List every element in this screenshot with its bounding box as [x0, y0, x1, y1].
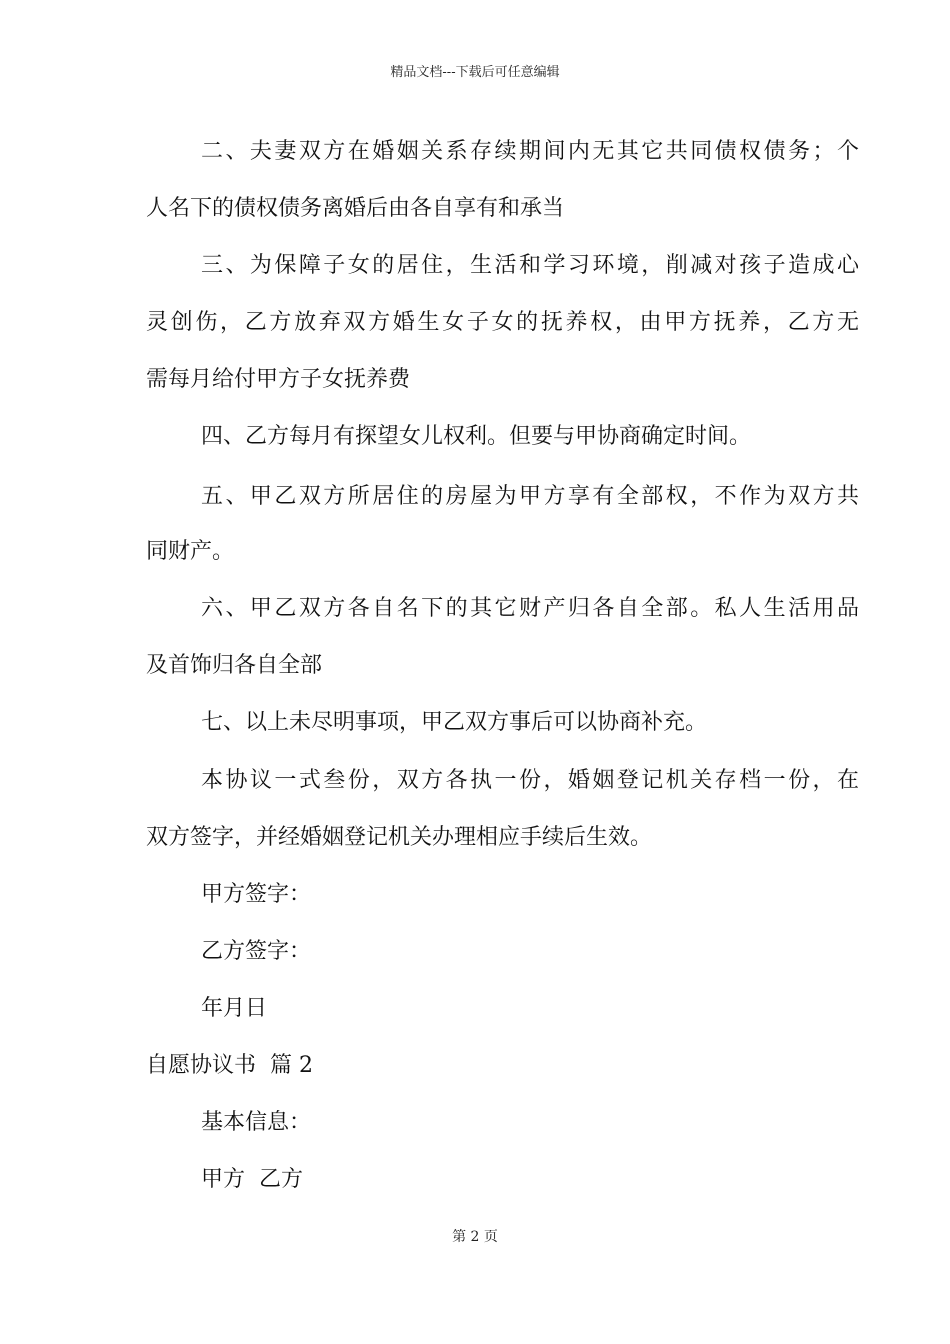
clause-7-line-1: 七、以上未尽明事项，甲乙双方事后可以协商补充。 — [201, 710, 708, 735]
clause-2-line-1: 二、夫妻双方在婚姻关系存续期间内无其它共同债权债务；个 — [201, 139, 859, 164]
clause-6-line-2: 及首饰归各自全部 — [146, 653, 323, 678]
parties-label: 甲方 乙方 — [201, 1167, 303, 1192]
agreement-copies-line-2: 双方签字，并经婚姻登记机关办理相应手续后生效。 — [146, 825, 653, 850]
agreement-copies-line-1: 本协议一式叁份，双方各执一份，婚姻登记机关存档一份，在 — [201, 768, 859, 793]
clause-3-line-2: 灵创伤，乙方放弃双方婚生女子女的抚养权，由甲方抚养，乙方无 — [146, 310, 859, 335]
clause-2-line-2: 人名下的债权债务离婚后由各自享有和承当 — [146, 196, 565, 221]
section-title: 自愿协议书 篇 2 — [146, 1053, 313, 1078]
clause-5-line-1: 五、甲乙双方所居住的房屋为甲方享有全部权，不作为双方共 — [201, 484, 859, 509]
page-number: 第 2 页 — [452, 1229, 498, 1245]
clause-5-line-2: 同财产。 — [146, 539, 235, 564]
clause-4-line-1: 四、乙方每月有探望女儿权利。但要与甲协商确定时间。 — [201, 424, 752, 449]
clause-6-line-1: 六、甲乙双方各自名下的其它财产归各自全部。私人生活用品 — [201, 596, 859, 621]
page-header: 精品文档---下载后可任意编辑 — [390, 65, 560, 80]
basic-info-label: 基本信息： — [201, 1110, 312, 1135]
clause-3-line-3: 需每月给付甲方子女抚养费 — [146, 367, 411, 392]
party-a-signature-label: 甲方签字： — [201, 882, 312, 907]
date-label: 年月日 — [201, 996, 268, 1021]
party-b-signature-label: 乙方签字： — [201, 939, 312, 964]
clause-3-line-1: 三、为保障子女的居住，生活和学习环境，削减对孩子造成心 — [201, 253, 859, 278]
